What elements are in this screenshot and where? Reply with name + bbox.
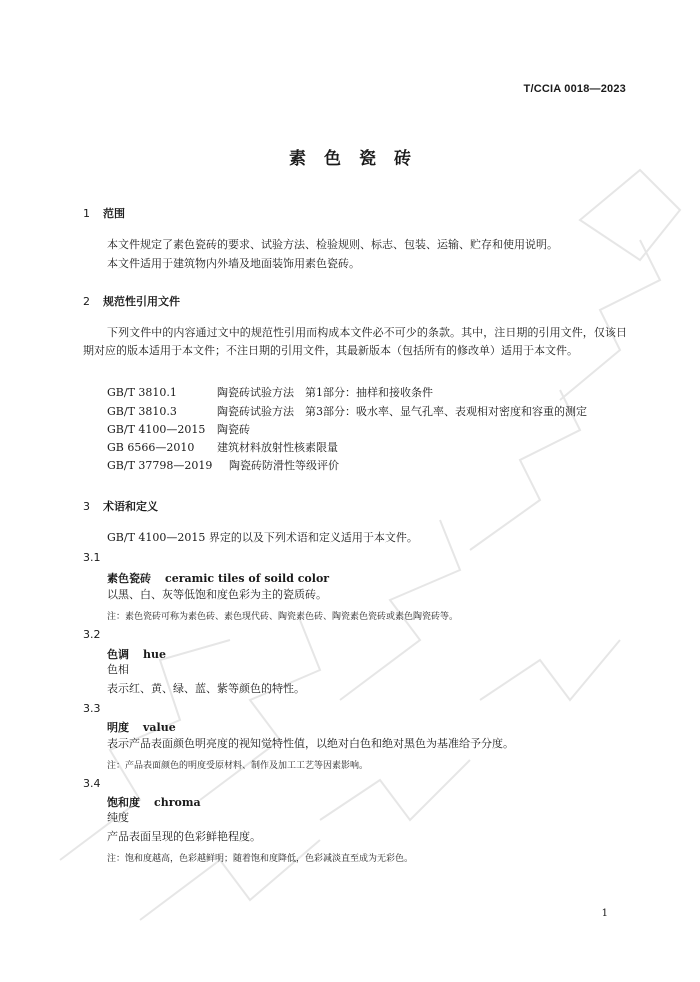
section-number: 3	[83, 500, 90, 513]
term-zh: 色调	[107, 648, 129, 661]
standard-code: T/CCIA 0018—2023	[523, 83, 626, 95]
reference-code: GB/T 3810.3	[107, 405, 177, 418]
term-note: 注：饱和度越高，色彩越鲜明；随着饱和度降低，色彩减淡直至成为无彩色。	[107, 854, 414, 864]
term-number: 3.3	[83, 702, 101, 715]
reference-item	[107, 384, 433, 402]
term-heading	[107, 646, 166, 662]
reference-code: GB/T 3810.1	[107, 386, 177, 399]
section-title: 术语和定义	[103, 500, 158, 513]
reference-name: 陶瓷砖防滑性等级评价	[229, 459, 339, 472]
reference-item	[107, 457, 339, 475]
reference-item	[107, 421, 250, 439]
reference-code: GB/T 37798—2019	[107, 459, 213, 472]
term-en: value	[143, 721, 176, 734]
reference-code: GB 6566—2010	[107, 441, 195, 454]
section-heading-scope	[83, 205, 125, 221]
reference-name: 建筑材料放射性核素限量	[217, 441, 338, 454]
term-number: 3.1	[83, 551, 101, 564]
term-en: hue	[143, 648, 166, 661]
reference-name: 陶瓷砖试验方法 第3部分：吸水率、显气孔率、表观相对密度和容重的测定	[217, 405, 587, 418]
term-definition: 表示产品表面颜色明亮度的视知觉特性值，以绝对白色和绝对黑色为基准给予分度。	[107, 737, 514, 750]
term-number: 3.2	[83, 628, 101, 641]
term-number: 3.4	[83, 777, 101, 790]
term-synonym: 纯度	[107, 811, 129, 824]
reference-item	[107, 439, 338, 457]
section-number: 2	[83, 295, 90, 308]
term-note: 注：素色瓷砖可称为素色砖、素色现代砖、陶瓷素色砖、陶瓷素色瓷砖或素色陶瓷砖等。	[107, 612, 459, 622]
section-heading-normative	[83, 293, 180, 309]
term-heading	[107, 719, 176, 735]
reference-item	[107, 403, 587, 421]
term-zh: 饱和度	[107, 796, 140, 809]
term-definition: 以黑、白、灰等低饱和度色彩为主的瓷质砖。	[107, 588, 327, 601]
terms-intro: GB/T 4100—2015 界定的以及下列术语和定义适用于本文件。	[107, 531, 418, 544]
term-en: ceramic tiles of soild color	[165, 572, 330, 585]
reference-name: 陶瓷砖	[217, 423, 250, 436]
term-definition: 产品表面呈现的色彩鲜艳程度。	[107, 830, 261, 843]
term-heading	[107, 794, 201, 810]
term-note: 注：产品表面颜色的明度受原材料、制作及加工工艺等因素影响。	[107, 761, 369, 771]
reference-code: GB/T 4100—2015	[107, 423, 206, 436]
page-number: 1	[601, 908, 608, 919]
scope-paragraph-1: 本文件规定了素色瓷砖的要求、试验方法、检验规则、标志、包装、运输、贮存和使用说明。	[107, 238, 558, 251]
section-title: 规范性引用文件	[103, 295, 180, 308]
scope-paragraph-2: 本文件适用于建筑物内外墙及地面装饰用素色瓷砖。	[107, 257, 360, 270]
term-definition: 表示红、黄、绿、蓝、紫等颜色的特性。	[107, 682, 305, 695]
term-heading	[107, 570, 329, 586]
normative-intro: 下列文件中的内容通过文中的规范性引用而构成本文件必不可少的条款。其中，注日期的引用文件，仅该日期对应的版本适用于本文件；不注日期的引用文件，其最新版本（包括所有的修改单）适用于本文件。	[83, 326, 627, 357]
section-title: 范围	[103, 207, 125, 220]
section-number: 1	[83, 207, 90, 220]
reference-name: 陶瓷砖试验方法 第1部分：抽样和接收条件	[217, 386, 433, 399]
section-heading-terms	[83, 498, 158, 514]
term-en: chroma	[154, 796, 201, 809]
term-synonym: 色相	[107, 663, 129, 676]
document-title: 素色瓷砖	[289, 149, 429, 169]
term-zh: 明度	[107, 721, 129, 734]
term-zh: 素色瓷砖	[107, 572, 151, 585]
